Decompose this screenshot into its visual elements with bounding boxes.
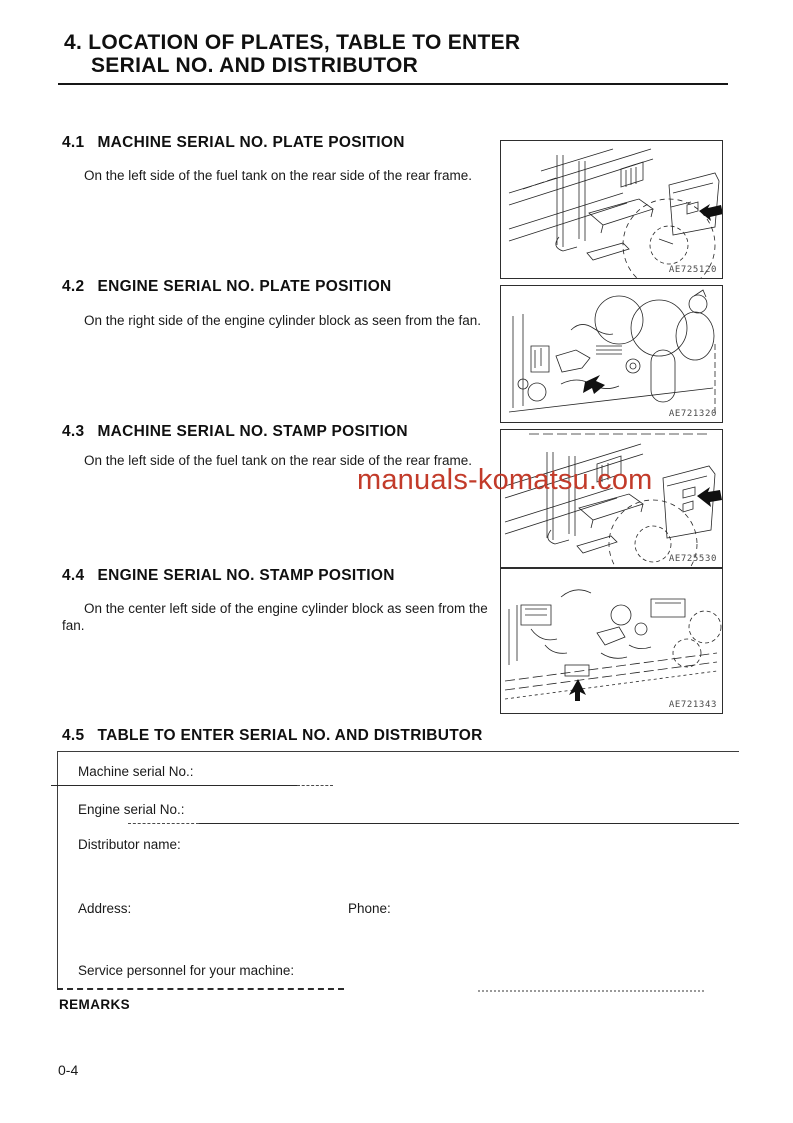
figure-engine-left-side	[500, 568, 723, 714]
section-number: 4.2	[62, 278, 85, 295]
section-4-4-body: On the center left side of the engine cylinder block as seen from the fan.	[62, 601, 488, 633]
engine-right-side-drawing	[501, 286, 722, 422]
section-title: ENGINE SERIAL NO. PLATE POSITION	[97, 278, 392, 295]
pointer-arrow-icon	[699, 204, 722, 221]
figure-machine-rear-frame-stamp	[500, 429, 723, 568]
machine-rear-frame-drawing	[501, 430, 722, 567]
section-4-4-heading	[62, 567, 395, 585]
address-label: Address:	[78, 901, 132, 916]
figure-code: AE725120	[668, 265, 717, 275]
remarks-rule-right	[478, 990, 704, 992]
engine-left-side-drawing	[501, 569, 722, 713]
serial-entry-form	[57, 751, 739, 989]
section-title: MACHINE SERIAL NO. STAMP POSITION	[97, 423, 408, 440]
figure-engine-right-side	[500, 285, 723, 423]
page-title	[64, 31, 520, 77]
remarks-rule-left	[57, 988, 344, 990]
section-number: 4.1	[62, 134, 85, 151]
title-rule	[58, 83, 728, 85]
engine-serial-label: Engine serial No.:	[78, 802, 185, 817]
remarks-label: REMARKS	[59, 997, 131, 1012]
section-number: 4.3	[62, 423, 85, 440]
pointer-arrow-icon	[583, 375, 605, 394]
service-personnel-label: Service personnel for your machine:	[78, 963, 295, 978]
machine-serial-field-end	[297, 785, 333, 786]
figure-machine-rear-frame-plate	[500, 140, 723, 279]
figure-code: AE721320	[668, 409, 717, 419]
distributor-name-label: Distributor name:	[78, 837, 181, 852]
pointer-arrow-icon	[697, 487, 722, 507]
section-4-2-body: On the right side of the engine cylinder block as seen from the fan.	[84, 313, 481, 328]
site-watermark: manuals-komatsu.com	[357, 464, 653, 496]
engine-serial-field-start	[128, 823, 199, 824]
section-4-3-body: On the left side of the fuel tank on the rear side of the rear frame.	[84, 453, 472, 468]
section-title: TABLE TO ENTER SERIAL NO. AND DISTRIBUTOR	[97, 727, 483, 744]
section-4-2-heading	[62, 278, 392, 296]
page-title-line2: SERIAL NO. AND DISTRIBUTOR	[91, 54, 419, 77]
machine-serial-label: Machine serial No.:	[78, 764, 194, 779]
section-number: 4.5	[62, 727, 85, 744]
section-4-3-heading	[62, 423, 408, 441]
section-title: ENGINE SERIAL NO. STAMP POSITION	[97, 567, 395, 584]
page-title-line1: 4. LOCATION OF PLATES, TABLE TO ENTER	[64, 31, 521, 54]
section-4-1-body: On the left side of the fuel tank on the rear side of the rear frame.	[84, 168, 472, 183]
machine-rear-frame-drawing	[501, 141, 722, 278]
engine-serial-field	[199, 823, 739, 824]
section-4-1-heading	[62, 134, 405, 152]
figure-code: AE721343	[668, 700, 717, 710]
section-title: MACHINE SERIAL NO. PLATE POSITION	[97, 134, 405, 151]
section-4-5-heading	[62, 727, 483, 745]
machine-serial-field	[51, 785, 297, 786]
phone-label: Phone:	[348, 901, 391, 916]
section-number: 4.4	[62, 567, 85, 584]
page-number: 0-4	[58, 1062, 79, 1078]
figure-code: AE725530	[668, 554, 717, 564]
